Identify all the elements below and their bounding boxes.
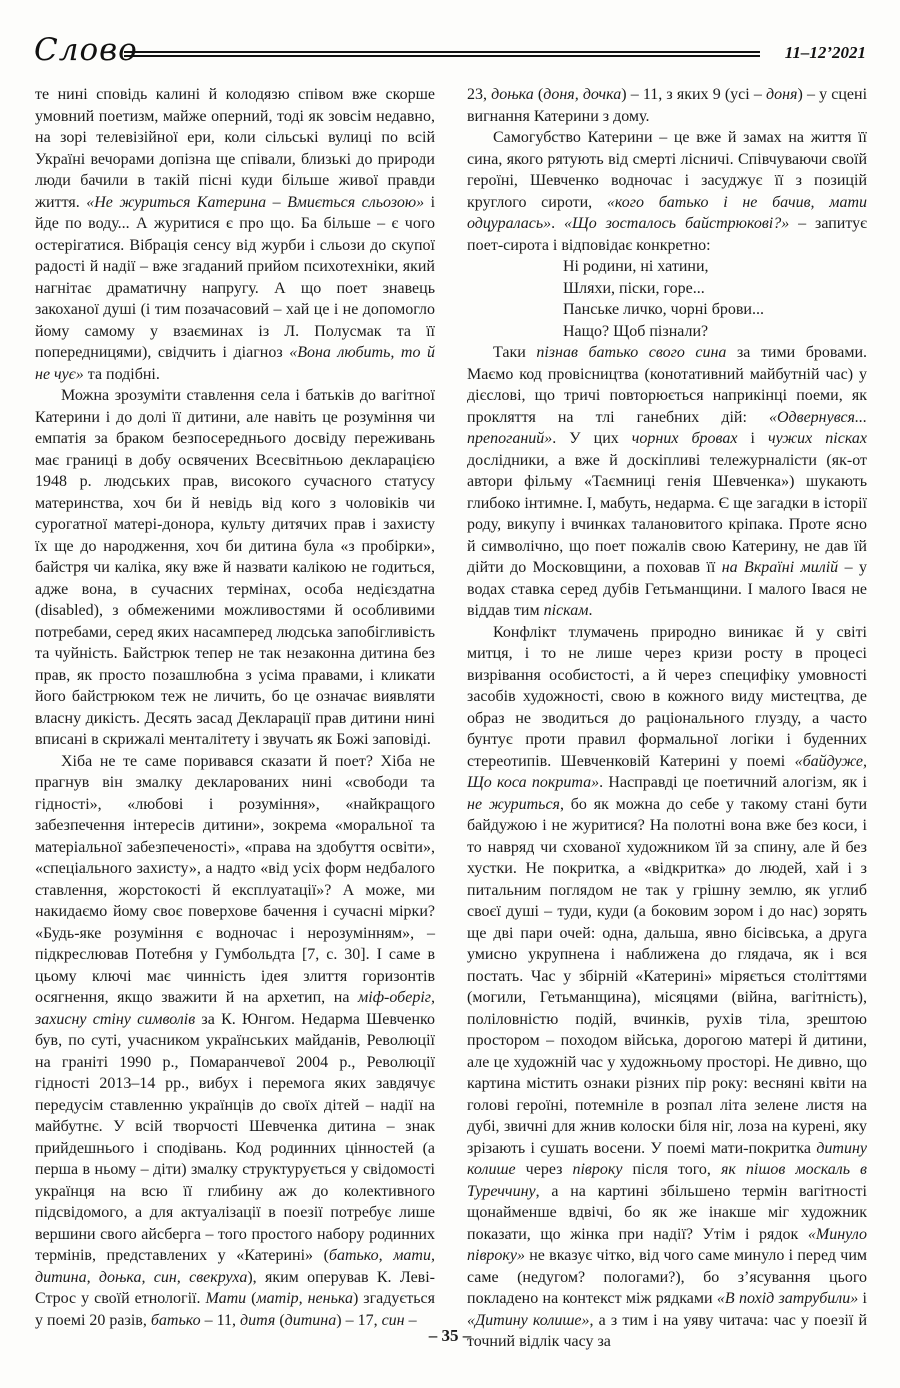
text-run: Таки [493, 344, 537, 361]
text-run: – у водах ставка серед дубів Гетьманщини. І малого Івася не віддав тим [467, 559, 868, 619]
text-run: через [515, 1161, 573, 1178]
text-run: – запитує поет-сирота і відповідає конкретно: [467, 215, 868, 254]
poem-line: Шляхи, піски, горе... [563, 279, 705, 297]
header-double-rule [124, 51, 760, 57]
emphasis-text: пізнав батько свого сина [536, 344, 727, 361]
emphasis-text: піскам [543, 602, 589, 619]
text-run: ) згадується у поемі 20 разів, [35, 1290, 435, 1329]
poem-line: Ні родини, ні хатини, [563, 258, 709, 275]
page-number: – 35 – [428, 1326, 472, 1345]
text-run: . [551, 215, 565, 232]
text-run: і [737, 430, 768, 447]
emphasis-text: «Дитину колише» [467, 1311, 590, 1329]
emphasis-text: батько, мати, дитина, доњка, син, свекруха [35, 1247, 435, 1286]
paragraph [467, 342, 867, 622]
text-run: і [858, 1290, 867, 1307]
emphasis-text: як пішов москаль в Туреччину [467, 1161, 868, 1200]
emphasis-text: матір, ненька [256, 1290, 353, 1307]
text-run: дослідники, а вже й доскіпливі тележурналісти (як-от автори фільму «Таємниці генія Шевченка») шукають глибоко інтимне. І, мабуть, недарма. Є ще загадки в історії роду, викупу і вчинках талановитого кріпака. Проте ясно й символічно, що поет пожалів свою Катерину, не дав їй дійти до Московщини, а поховав її [467, 451, 867, 576]
text-run: – [404, 1311, 417, 1329]
emphasis-text: батько [150, 1311, 201, 1329]
poem-line: Нащо? Щоб пізнали? [563, 322, 709, 340]
text-run: ( [246, 1290, 257, 1307]
paragraph [35, 751, 435, 1332]
emphasis-text: на Вкраїні милій [721, 559, 839, 576]
text-run: ) – у сцені вигнання Катерини з дому. [467, 86, 868, 125]
text-run: не вказує чітко, від чого саме минуло і перед чим саме (недугом? пологами?), бо з’ясування цього покладено на контекст між рядками [467, 1247, 867, 1307]
emphasis-text: «В похід затрубили» [716, 1290, 859, 1307]
emphasis-text: «Не журиться Катерина – Вмиється сльозою» [86, 193, 425, 211]
emphasis-text: доня [766, 86, 798, 103]
paragraph [467, 622, 867, 1353]
text-run: , бо як можна до себе у такому стані бути байдужою і не журитися? На полотні вона вже без коси, і то навряд чи схованої художником їй за спину, але й без хустки. Не покритка, а «відкритка» до людей, хай і з питальним поглядом не так у грішну землю, як углиб своєї душі – туди, куди (а боковим зором і до нас) зорять ще дві пари очей: одна, дальша, явно бісівська, а друга умисно укрупнена і наближена до глядача, як і вся постать. Час у збірній «Катерині» міряється століттями (могили, Гетьманщина), місяцями (війна, вагітність), поліловністю подій, вчинків, рухів тіла, зрештою простором – походом війська, дорогою матері й дитини, але це художній час у художньому просторі. Не дивно, що картина містить ознаки різних пір року: весняні квіти на голові героїні, потемніле в розпал літа зелене листя на дубі, звичні для жнив колоски біля ніг, лоза на курені, яку зрізають і сушать восени. У поемі мати-покритка [467, 795, 867, 1157]
text-run: 23, [467, 86, 492, 103]
text-run: за тими бровами. Маємо код провісництва (конотативний майбутній час) у дієслові, що тричі повторюється наприкінці поеми, як прокляття на тлі ганебних дій: [467, 344, 868, 426]
text-run: . Насправді це поетичний алогізм, як і [599, 774, 867, 791]
poem-line: Панське личко, чорні брови... [563, 301, 764, 318]
text-run: ( [275, 1311, 285, 1329]
paragraph [35, 84, 435, 385]
text-run: Конфлікт тлумачень природно виникає й у світі митця, і то не лише через кризи росту в процесі визрівання особистості, а й через специфіку умовності засобів художності, свою в кожного виду мистецтва, де образ не зводиться до раціонального глузду, а часто бунтує проти правил формальної логіки і буденних стереотипів. Шевченковій Катерині у поемі [467, 623, 867, 770]
emphasis-text: Мати [205, 1290, 247, 1307]
issue-number: 11–12’2021 [784, 43, 866, 62]
text-run: і йде по воду... А журитися є про що. Ба більше – є чого остерігатися. Вібрація сенсу від журби і сльози до скупої радості й надії – вже згаданий прийом психотехніки, який нагнітає драматичну напругу. А що поет знавець закоханої душі (і тим позачасовий – хай це і не допомогло йому самому у взаєминах із Л. Полусмак та її попередницями), свідчить і діагноз [35, 193, 436, 361]
text-run: , а з тим і на уяву читача: час у поезії й точний відлік часу за [467, 1311, 868, 1350]
right-column [467, 84, 868, 1350]
emphasis-text: чужих пісках [767, 430, 868, 447]
emphasis-text: «кого батько і не бачив, мати одцуралась» [467, 193, 868, 232]
text-run: за К. Юнгом. Недарма Шевченко був, по суті, учасником українських майданів, Революції на граніті 1990 р., Помаранчевої 2004 р., Революції гідності 2013–14 рр., вибух і перемога яких завдячує передусім ставленню українців до своїх дітей – надії на майбутнє. У всій творчості Шевченка дитина – знак прийдешнього і сподівань. Код родинних цінностей (а перша в ньому – діти) змалку структурується у свідомості українця на всю її глибину аж до колективного підсвідомого, а для актуалізації в поезії потребує лише вершини свого айсберга – того простого набору родинних термінів, представлених у «Катерині» ( [35, 1010, 435, 1264]
text-run: . У цих [552, 430, 632, 447]
emphasis-text: «Одвернувся... препоганий» [467, 408, 867, 447]
paragraph [35, 385, 435, 751]
text-run: ( [533, 86, 544, 103]
emphasis-text: «байдуже, Що коса покрита» [467, 752, 867, 791]
emphasis-text: «Вона любить, то й не чує» [35, 344, 435, 383]
text-run: та подібні. [83, 365, 160, 383]
journal-logo: Слово [34, 32, 138, 68]
emphasis-text: «Що зосталось байстрюкові?» [564, 215, 790, 232]
text-run: Можна зрозуміти ставлення села і батьків до вагітної Катерини і до долі її дитини, але навіть це розуміння чи емпатія за браком безпосереднього досвіду переживань має границі в добу освячених Всесвітньою декларацією 1948 р. людських прав, високого сучасного статусу материнства, хоч би й невідь від кого з чоловіків чи сурогатної матері-донора, культу дитячих прав і захисту їх ще до народження, хоч би дитина була «з пробірки», байстря чи каліка, яку вже й назвати калікою не годиться, адже вона, в сучасних термінах, особа недієздатна (disabled), з обмеженими можливостями й особливими потребами, серед яких насамперед людська запобігливість та чуйність. Байстрюк тепер не так незаконна дитина без прав, як просто позашлюбна з усіма правами, і кликати його байстрюком теж не личить, бо це означає виявляти власну дикість. Десять засад Декларації прав дитини нині вписані в скрижалі менталітету і звучать як Божі заповіді. [35, 387, 435, 748]
emphasis-text: півроку [572, 1161, 623, 1178]
emphasis-text: дитина [284, 1311, 337, 1329]
emphasis-text: син [381, 1311, 405, 1329]
emphasis-text: дитину колише [467, 1139, 867, 1178]
text-run: ) – 11, з яких 9 (усі – [621, 86, 767, 103]
emphasis-text: доњка [491, 86, 534, 103]
text-run: те нині сповідь калині й колодязю співом вже скорше умовний поетизм, майже оперний, тоді як зовсім недавно, на зорі телевізійної ери, коли сільські вулиці по всій Україні вечорами допізна ще співали, близькі до природи люди бачили в такій пісні куди більше живої правди життя. [35, 86, 435, 211]
text-run: ), яким оперував К. Леві-Строс у своїй етнології. [35, 1268, 435, 1307]
poem-quote [563, 256, 867, 342]
text-run: . [588, 602, 593, 619]
text-run: , а на картині збільшено термін вагітності щонайменше вдвічі, бо як же інакше міг художник показати, що жінка при надії? Утім і рядок [467, 1182, 867, 1243]
text-run: – 11, [200, 1311, 241, 1329]
text-run: Самогубство Катерини – це вже й замах на життя її сина, якого рятують від смерті лісничі. Співчуваючи своїй героїні, Шевченко водночас і засуджує її з позицій круглого сироти, [467, 129, 867, 211]
left-column [35, 84, 436, 1329]
emphasis-text: «Минуло півроку» [467, 1225, 867, 1264]
paragraph [467, 84, 867, 127]
text-run: Хіба не те саме поривався сказати й поет? Хіба не прагнув він змалку декларованих нині «свободи та гідності», «любові і розуміння», «найкращого забезпечення інтересів дитини», зокрема «моральної та матеріальної забезпеченості», «права на здобуття освіти», «спеціального захисту», а надто «від усіх форм недбалого ставлення, жорстокості й експлуатації»? А може, ми накидаємо йому своє поверхове бачення і сучасні мірки? «Будь-яке розуміння є водночас і нерозумінням», – підкреслював Потебня у Гумбольдта [7, с. 30]. І саме в цьому ключі має чинність ідея злиття горизонтів осягнення, якщо зважити й на архетип, на [35, 752, 435, 1006]
emphasis-text: дитя [240, 1311, 276, 1329]
emphasis-text: не журиться [467, 795, 560, 813]
emphasis-text: доня, дочка [543, 86, 622, 103]
emphasis-text: міф-оберіг, захисну стіну символів [35, 989, 435, 1028]
page-header [34, 30, 866, 70]
paragraph [467, 127, 867, 256]
text-run: після того, [622, 1161, 721, 1178]
text-run: ) – 17, [336, 1311, 382, 1329]
emphasis-text: чорних бровах [631, 430, 738, 447]
